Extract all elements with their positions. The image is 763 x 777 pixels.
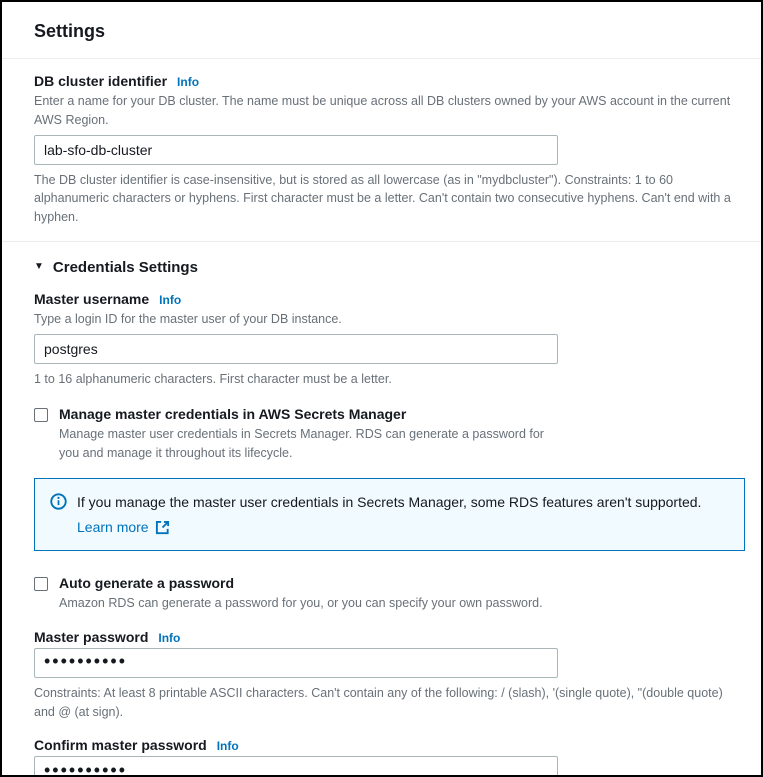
alert-message: If you manage the master user credentials in Secrets Manager, some RDS features aren't supported. (77, 493, 702, 510)
master-password-label: Master password (34, 628, 149, 645)
master-username-description: Type a login ID for the master user of your DB instance. (34, 311, 342, 326)
confirm-master-password-field (34, 737, 741, 777)
auto-generate-password-label[interactable]: Auto generate a password (59, 575, 235, 592)
page-title: Settings (34, 21, 106, 41)
master-password-constraint: Constraints: At least 8 printable ASCII characters. Can't contain any of the following: / (slash), '(single quote), "(double quote) and @ (at sign). (34, 685, 723, 719)
credentials-section-toggle[interactable] (34, 259, 741, 276)
master-password-info-link[interactable]: Info (158, 630, 181, 645)
master-username-info-link[interactable]: Info (159, 292, 182, 307)
confirm-master-password-info-link[interactable]: Info (216, 739, 239, 754)
master-username-field (34, 291, 741, 389)
master-username-constraint: 1 to 16 alphanumeric characters. First character must be a letter. (34, 371, 392, 386)
auto-generate-password-field (34, 575, 741, 613)
section-divider (2, 241, 761, 242)
credentials-section-title: Credentials Settings (52, 258, 198, 276)
master-password-input[interactable] (34, 648, 558, 678)
master-username-label: Master username (34, 290, 150, 307)
info-circle-icon (50, 492, 67, 537)
external-link-icon (155, 520, 170, 535)
chevron-down-icon: ▼ (34, 261, 44, 273)
learn-more-link[interactable] (77, 519, 170, 535)
confirm-master-password-input[interactable] (34, 756, 558, 777)
db-cluster-identifier-input[interactable] (34, 135, 558, 165)
master-username-input[interactable] (34, 334, 558, 364)
auto-generate-password-checkbox[interactable] (34, 577, 48, 591)
panel-body (2, 59, 761, 777)
secrets-manager-checkbox-field (34, 406, 741, 463)
confirm-master-password-label: Confirm master password (34, 737, 207, 754)
secrets-manager-checkbox-description: Manage master user credentials in Secrets Manager. RDS can generate a password for you and manage it throughout its lifecycle. (59, 427, 544, 460)
db-cluster-identifier-info-link[interactable]: Info (177, 75, 200, 89)
secrets-manager-checkbox[interactable] (34, 408, 48, 422)
secrets-manager-info-alert (34, 478, 745, 551)
db-cluster-identifier-label: DB cluster identifier (34, 73, 168, 89)
db-cluster-identifier-description: Enter a name for your DB cluster. The name must be unique across all DB clusters owned by your AWS account in the current AWS Region. (34, 94, 731, 127)
db-cluster-identifier-field (34, 73, 741, 227)
db-cluster-identifier-constraint: The DB cluster identifier is case-insensitive, but is stored as all lowercase (as in "mydbcluster"). Constraints: 1 to 60 alphanumeric characters or hyphens. First character must be a letter. Can't contain two consecutive hyphens. Can't end with a hyphen. (34, 172, 731, 224)
panel-header (2, 2, 761, 59)
master-password-field (34, 629, 741, 722)
auto-generate-password-description: Amazon RDS can generate a password for you, or you can specify your own password. (59, 596, 543, 611)
learn-more-label: Learn more (77, 519, 149, 536)
secrets-manager-checkbox-label[interactable]: Manage master credentials in AWS Secrets Manager (59, 406, 407, 423)
